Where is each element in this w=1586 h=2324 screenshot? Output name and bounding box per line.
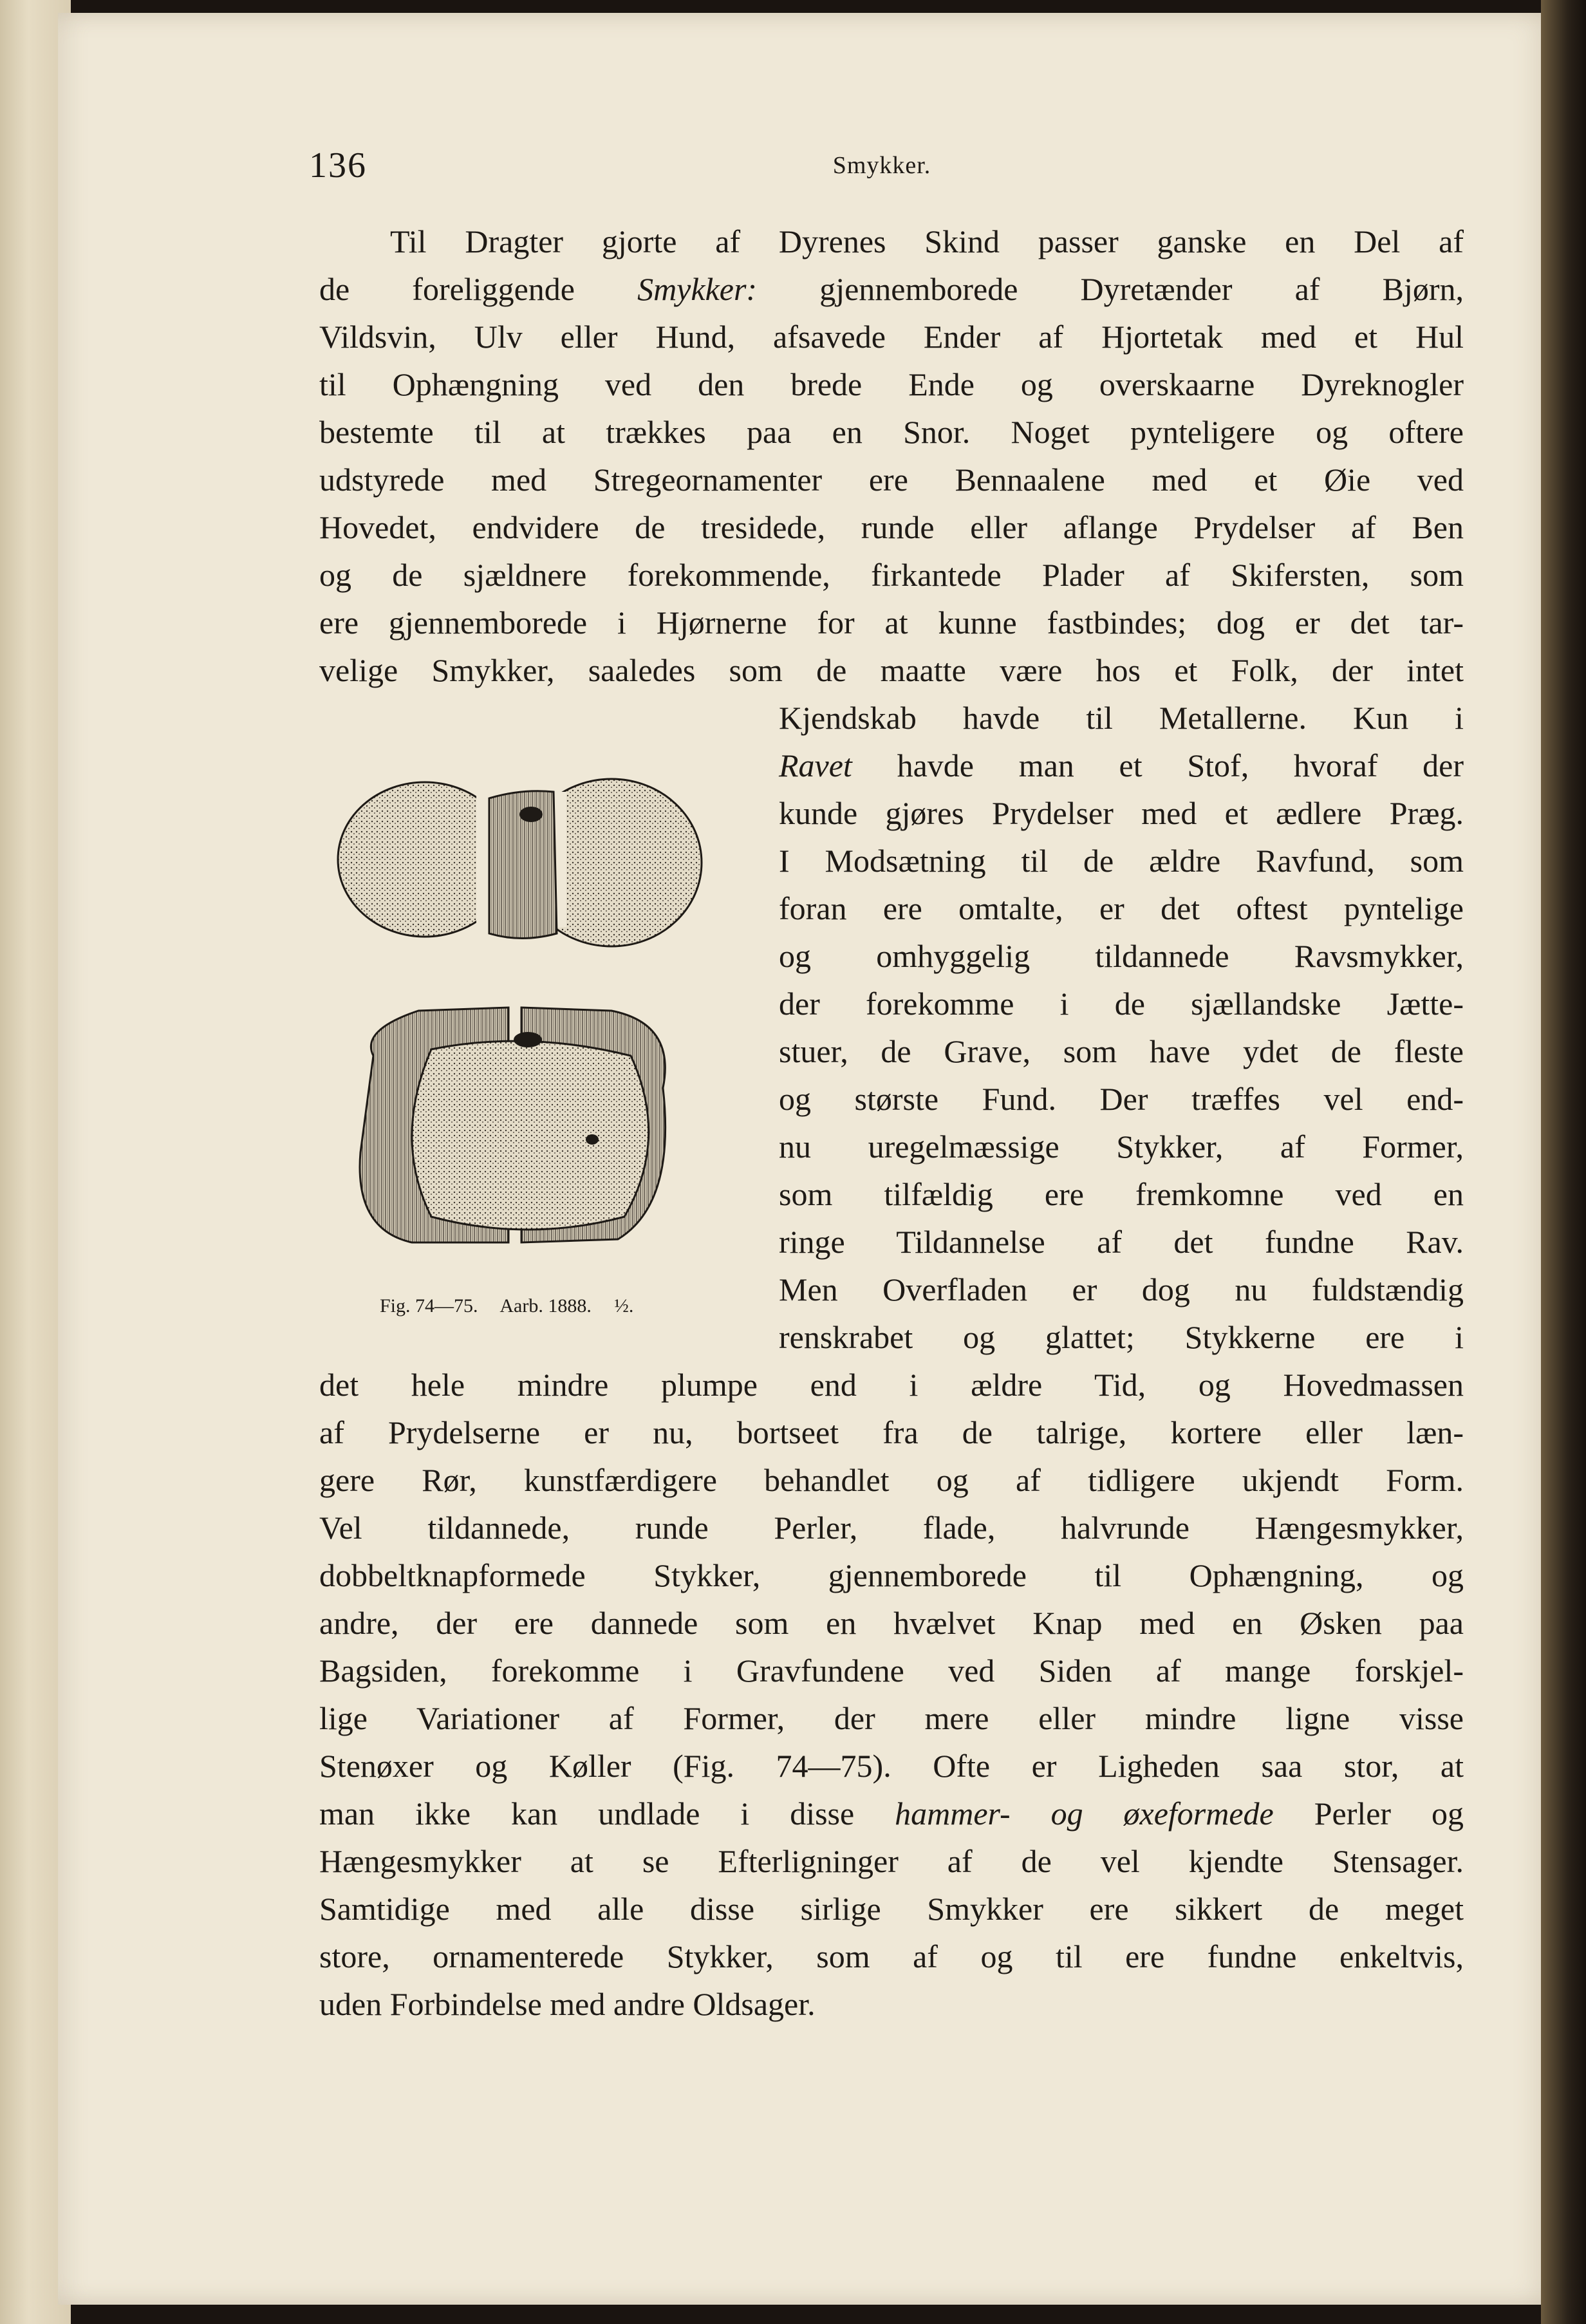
- text-line: Hovedet, endvidere de tresidede, runde eller aflange Prydelser af Ben: [319, 509, 1464, 545]
- page-header: [309, 138, 1455, 190]
- text-line: dobbeltknapformede Stykker, gjennemborede til Ophængning, og: [319, 1557, 1464, 1593]
- text-line: renskrabet og glattet; Stykkerne ere i: [779, 1319, 1464, 1355]
- text-line: Stenøxer og Køller (Fig. 74—75). Ofte er Ligheden saa stor, at: [319, 1748, 1464, 1784]
- text-line: man ikke kan undlade i disse hammer- og øxeformede Perler og: [319, 1795, 1464, 1832]
- text-line: til Ophængning ved den brede Ende og overskaarne Dyreknogler: [319, 366, 1464, 402]
- text-line: der forekomme i de sjællandske Jætte-: [779, 986, 1464, 1022]
- text-line: velige Smykker, saaledes som de maatte være hos et Folk, der intet: [319, 652, 1464, 688]
- text-line: Kjendskab havde til Metallerne. Kun i: [779, 700, 1464, 736]
- text-line: af Prydelserne er nu, bortseet fra de talrige, kortere eller læn-: [319, 1414, 1464, 1450]
- page-number: 136: [309, 145, 367, 185]
- text-line: og omhyggelig tildannede Ravsmykker,: [779, 938, 1464, 974]
- text-line: Samtidige med alle disse sirlige Smykker ere sikkert de meget: [319, 1891, 1464, 1927]
- text-line: andre, der ere dannede som en hvælvet Knap med en Øsken paa: [319, 1605, 1464, 1641]
- text-line: store, ornamenterede Stykker, som af og til ere fundne enkeltvis,: [319, 1938, 1464, 1974]
- text-line: kunde gjøres Prydelser med et ædlere Præg.: [779, 795, 1464, 831]
- text-line: foran ere omtalte, er det oftest pyntelige: [779, 890, 1464, 926]
- figure-amber-ornaments: [335, 753, 721, 1307]
- text-line: Til Dragter gjorte af Dyrenes Skind passer ganske en Del af: [390, 223, 1464, 259]
- emphasis-text: Ravet: [779, 747, 852, 783]
- text-line: Ravet havde man et Stof, hvoraf der: [779, 747, 1464, 783]
- text-line: det hele mindre plumpe end i ældre Tid, og Hovedmassen: [319, 1367, 1464, 1403]
- caption-scale: ½.: [614, 1295, 634, 1317]
- text-line: ere gjennemborede i Hjørnerne for at kunne fastbindes; dog er det tar-: [319, 604, 1464, 641]
- text-line: og største Fund. Der træffes vel end-: [779, 1081, 1464, 1117]
- text-line: Hængesmykker at se Efterligninger af de vel kjendte Stensager.: [319, 1843, 1464, 1879]
- text-line: ringe Tildannelse af det fundne Rav.: [779, 1224, 1464, 1260]
- emphasis-text: hammer- og øxeformede: [895, 1795, 1274, 1832]
- text-line: nu uregelmæssige Stykker, af Former,: [779, 1129, 1464, 1165]
- text-line: Bagsiden, forekomme i Gravfundene ved Siden af mange forskjel-: [319, 1653, 1464, 1689]
- text-line: de foreliggende Smykker: gjennemborede Dyretænder af Bjørn,: [319, 271, 1464, 307]
- figure-75-bead: [360, 1007, 666, 1242]
- text-line: Men Overfladen er dog nu fuldstændig: [779, 1271, 1464, 1307]
- text-line: Vel tildannede, runde Perler, flade, halvrunde Hængesmykker,: [319, 1510, 1464, 1546]
- figure-74-bead: [338, 779, 702, 946]
- text-line: stuer, de Grave, som have ydet de fleste: [779, 1033, 1464, 1069]
- text-line: bestemte til at trækkes paa en Snor. Noget pynteligere og oftere: [319, 414, 1464, 450]
- text-line: I Modsætning til de ældre Ravfund, som: [779, 843, 1464, 879]
- text-line: og de sjældnere forekommende, firkantede Plader af Skifersten, som: [319, 557, 1464, 593]
- emphasis-text: Smykker:: [637, 271, 758, 307]
- figure-caption: [380, 1295, 651, 1317]
- text-line: som tilfældig ere fremkomne ved en: [779, 1176, 1464, 1212]
- text-line: udstyrede med Stregeornamenter ere Bennaalene med et Øie ved: [319, 462, 1464, 498]
- book-spine: [1541, 0, 1586, 2324]
- caption-figure-number: Fig. 74—75.: [380, 1295, 478, 1317]
- text-line: Vildsvin, Ulv eller Hund, afsavede Ender af Hjortetak med et Hul: [319, 319, 1464, 355]
- text-line: gere Rør, kunstfærdigere behandlet og af tidligere ukjendt Form.: [319, 1462, 1464, 1498]
- caption-source: Aarb. 1888.: [499, 1295, 592, 1317]
- text-line: uden Forbindelse med andre Oldsager.: [319, 1986, 816, 2022]
- amber-ornaments-illustration: [335, 753, 721, 1294]
- running-head: Smykker.: [832, 152, 931, 179]
- text-line: lige Variationer af Former, der mere eller mindre ligne visse: [319, 1700, 1464, 1736]
